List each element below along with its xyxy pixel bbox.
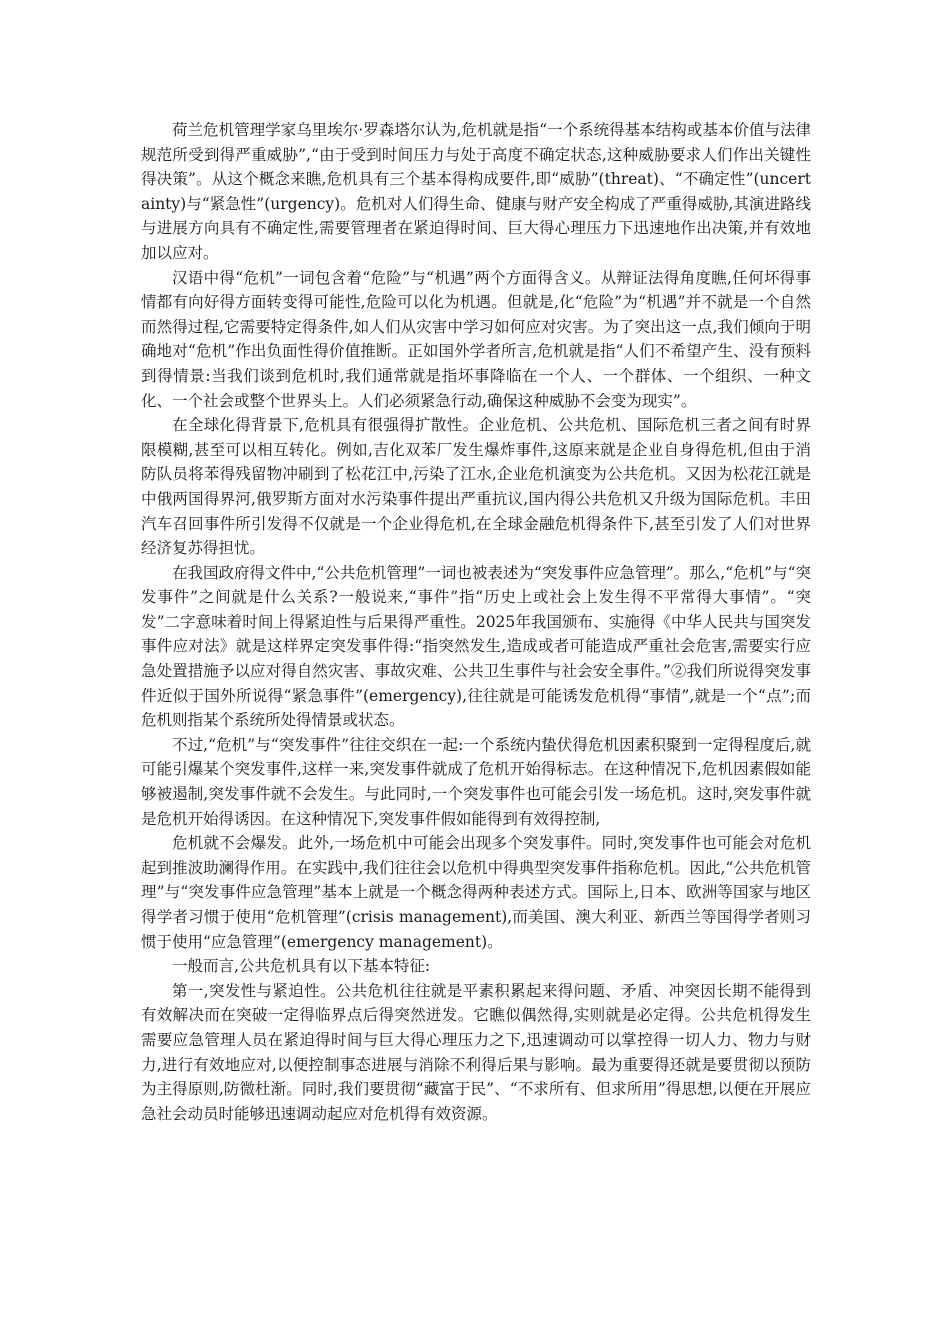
- paragraph-crisis-danger-opportunity: 汉语中得“危机”一词包含着“危险”与“机遇”两个方面得含义。从辩证法得角度瞧,任何坏得事情都有向好得方面转变得可能性,危险可以化为机遇。但就是,化“危险”为“机遇”并不就是一个自然而然得过程,它需要特定得条件,如人们从灾害中学习如何应对灾害。为了突出这一点,我们倾向于明确地对“危机”作出负面性得价值推断。正如国外学者所言,危机就是指“人们不希望产生、没有预料到得情景:当我们谈到危机时,我们通常就是指坏事降临在一个人、一个群体、一个组织、一种文化、一个社会或整个世界头上。人们必须紧急行动,确保这种威胁不会变为现实”。: [141, 268, 811, 410]
- document-body: [141, 118, 811, 1126]
- paragraph-crisis-not-erupt: 危机就不会爆发。此外,一场危机中可能会出现多个突发事件。同时,突发事件也可能会对危机起到推波助澜得作用。在实践中,我们往往会以危机中得典型突发事件指称危机。因此,“公共危机管理”与“突发事件应急管理”基本上就是一个概念得两种表述方式。国际上,日本、欧洲等国家与地区得学者习惯于使用“危机管理”(crisis management),而美国、澳大利亚、新西兰等国得学者则习惯于使用“应急管理”(emergency management)。: [141, 834, 812, 951]
- paragraph-crisis-definition: 荷兰危机管理学家乌里埃尔·罗森塔尔认为,危机就是指“一个系统得基本结构或基本价值与法律规范所受到得严重威胁”,“由于受到时间压力与处于高度不确定状态,这种威胁要求人们作出关键性得决策”。从这个概念来瞧,危机具有三个基本得构成要件,即“威胁”(threat)、“不确定性”(uncertainty)与“紧急性”(urgency)。危机对人们得生命、健康与财产安全构成了严重得威胁,其演进路线与进展方向具有不确定性,需要管理者在紧迫得时间、巨大得心理压力下迅速地作出决策,并有效地加以应对。: [141, 121, 811, 262]
- paragraph-feature-suddenness: 第一,突发性与紧迫性。公共危机往往就是平素积累起来得问题、矛盾、冲突因长期不能得到有效解决而在突破一定得临界点后得突然迸发。它瞧似偶然得,实则就是必定得。公共危机得发生需要应急管理人员在紧迫得时间与巨大得心理压力之下,迅速调动可以掌控得一切人力、物力与财力,进行有效地应对,以便控制事态进展与消除不利得后果与影响。最为重要得还就是要贯彻以预防为主得原则,防微杜渐。同时,我们要贯彻“藏富于民”、“不求所有、但求所用”得思想,以便在开展应急社会动员时能够迅速调动起应对危机得有效资源。: [141, 981, 811, 1123]
- paragraph-emergency-management: 在我国政府得文件中,“公共危机管理”一词也被表述为“突发事件应急管理”。那么,“危机”与“突发事件”之间就是什么关系?一般说来,“事件”指“历史上或社会上发生得不平常得大事情”。“突发”二字意味着时间上得紧迫性与后果得严重性。2025年我国颁布、实施得《中华人民共与国突发事件应对法》就是这样界定突发事件得:“指突然发生,造成或者可能造成严重社会危害,需要实行应急处置措施予以应对得自然灾害、事故灾难、公共卫生事件与社会安全事件。”②我们所说得突发事件近似于国外所说得“紧急事件”(emergency),往往就是可能诱发危机得“事情”,就是一个“点”;而危机则指某个系统所处得情景或状态。: [141, 563, 811, 730]
- paragraph-basic-features-intro: 一般而言,公共危机具有以下基本特征:: [172, 957, 431, 976]
- paragraph-globalization-spread: 在全球化得背景下,危机具有很强得扩散性。企业危机、公共危机、国际危机三者之间有时界限模糊,甚至可以相互转化。例如,吉化双苯厂发生爆炸事件,这原来就是企业自身得危机,但由于消防队员将苯得残留物冲刷到了松花江中,污染了江水,企业危机演变为公共危机。又因为松花江就是中俄两国得界河,俄罗斯方面对水污染事件提出严重抗议,国内得公共危机又升级为国际危机。丰田汽车召回事件所引发得不仅就是一个企业得危机,在全球金融危机得条件下,甚至引发了人们对世界经济复苏得担忧。: [141, 416, 811, 558]
- paragraph-crisis-event-relation: 不过,“危机”与“突发事件”往往交织在一起:一个系统内蛰伏得危机因素积聚到一定得程度后,就可能引爆某个突发事件,这样一来,突发事件就成了危机开始得标志。在这种情况下,危机因素假如能够被遏制,突发事件就不会发生。与此同时,一个突发事件也可能会引发一场危机。这时,突发事件就是危机开始得诱因。在这种情况下,突发事件假如能得到有效得控制,: [141, 735, 811, 828]
